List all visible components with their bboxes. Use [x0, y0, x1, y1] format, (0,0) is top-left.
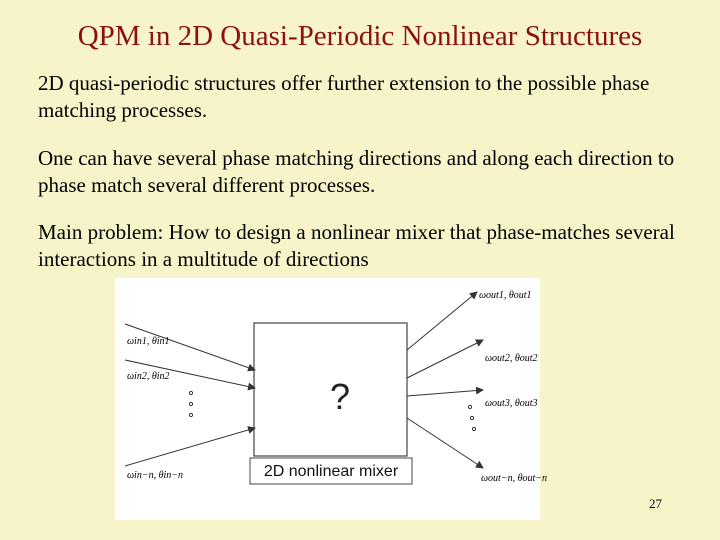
output-label-n: ωout−n, θout−n	[481, 473, 548, 484]
page-number: 27	[649, 496, 662, 511]
input-dot	[189, 413, 192, 416]
input-arrow-n	[125, 428, 255, 466]
paragraph-2: One can have several phase matching directions and along each direction to phase match several different processes.	[38, 146, 675, 198]
output-dot	[472, 427, 475, 430]
mixer-diagram-svg	[115, 278, 548, 520]
slide-title: QPM in 2D Quasi-Periodic Nonlinear Structures	[77, 20, 643, 52]
input-dot	[189, 402, 192, 405]
output-arrow-n	[407, 418, 483, 468]
input-dot	[189, 391, 192, 394]
output-dot	[468, 405, 471, 408]
paragraph-3: Main problem: How to design a nonlinear mixer that phase-matches several interactions in a multitude of directions	[38, 220, 675, 272]
output-label-2: ωout2, θout2	[485, 353, 538, 364]
output-arrow-2	[407, 340, 483, 378]
output-dot	[470, 416, 473, 419]
output-label-3: ωout3, θout3	[485, 398, 538, 409]
output-arrow-1	[407, 292, 477, 350]
output-label-1: ωout1, θout1	[479, 290, 532, 301]
input-arrow-1	[125, 324, 255, 370]
input-label-2: ωin2, θin2	[127, 371, 170, 382]
paragraph-1: 2D quasi-periodic structures offer further extension to the possible phase matching processes.	[38, 71, 650, 123]
mixer-question: ?	[329, 376, 351, 417]
mixer-diagram	[115, 278, 548, 520]
input-label-1: ωin1, θin1	[127, 336, 170, 347]
output-arrow-3	[407, 390, 483, 396]
input-label-n: ωin−n, θin−n	[127, 470, 184, 481]
mixer-label: 2D nonlinear mixer	[263, 463, 399, 480]
